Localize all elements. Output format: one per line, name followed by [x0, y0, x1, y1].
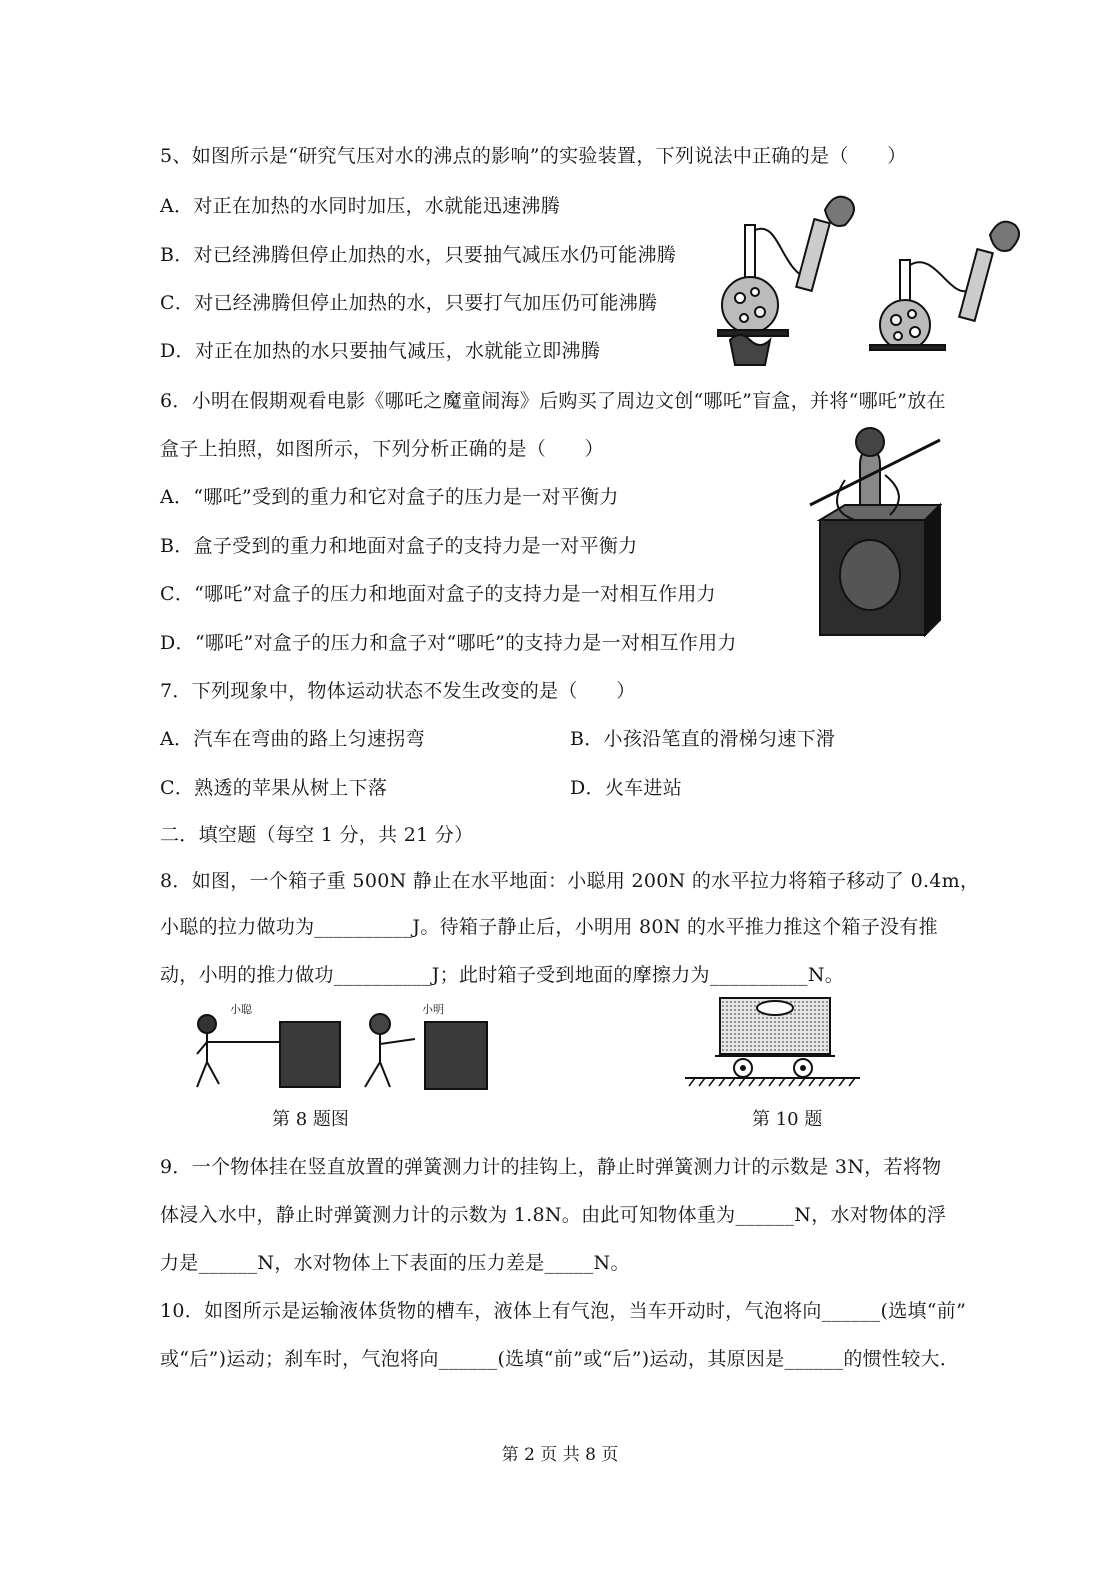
q7-option-d: D．火车进站 — [570, 777, 683, 799]
q9-line1: 9．一个物体挂在竖直放置的弹簧测力计的挂钩上，静止时弹簧测力计的示数是 3N，若将物 — [160, 1156, 942, 1178]
q10-figure-caption: 第 10 题 — [752, 1109, 823, 1130]
q6-stem-line1: 6．小明在假期观看电影《哪吒之魔童闹海》后购买了周边文创“哪吒”盲盒，并将“哪吒”放在 — [160, 390, 946, 412]
q9-line3: 力是______N，水对物体上下表面的压力差是_____N。 — [160, 1252, 630, 1274]
nezha-on-box-figure — [790, 420, 960, 645]
q8-line2: 小聪的拉力做功为__________J。待箱子静止后，小明用 80N 的水平推力推这个箱子没有推 — [160, 916, 938, 938]
section-heading: 二．填空题（每空 1 分，共 21 分） — [160, 824, 474, 846]
q8-line1: 8．如图，一个箱子重 500N 静止在水平地面：小聪用 200N 的水平拉力将箱子移动了 0.4m， — [160, 870, 980, 892]
page-number: 第 2 页 共 8 页 — [501, 1445, 619, 1465]
q5-option-c: C．对已经沸腾但停止加热的水，只要打气加压仍可能沸腾 — [160, 292, 658, 314]
q5-stem: 5、如图所示是“研究气压对水的沸点的影响”的实验装置，下列说法中正确的是（ ） — [160, 145, 907, 167]
label-xiaoming: 小明 — [422, 1003, 444, 1016]
q6-option-a: A．“哪吒”受到的重力和它对盒子的压力是一对平衡力 — [160, 486, 619, 508]
right-flask-setup — [870, 222, 1019, 350]
q7-option-b: B．小孩沿笔直的滑梯匀速下滑 — [570, 728, 836, 750]
q6-option-b: B．盒子受到的重力和地面对盒子的支持力是一对平衡力 — [160, 535, 638, 557]
q6-option-d: D．“哪吒”对盒子的压力和盒子对“哪吒”的支持力是一对相互作用力 — [160, 632, 737, 654]
tank-truck-figure — [685, 996, 860, 1094]
q6-stem-line2: 盒子上拍照，如图所示，下列分析正确的是（ ） — [160, 438, 604, 460]
q10-line2: 或“后”)运动；刹车时，气泡将向______(选填“前”或“后”)运动，其原因是______的惯性较大． — [160, 1348, 960, 1370]
q5-option-d: D．对正在加热的水只要抽气减压，水就能立即沸腾 — [160, 340, 601, 362]
q8-figure-caption: 第 8 题图 — [272, 1109, 349, 1130]
label-xiaocong: 小聪 — [230, 1003, 252, 1016]
q7-stem: 7．下列现象中，物体运动状态不发生改变的是（ ） — [160, 680, 636, 702]
q5-option-a: A．对正在加热的水同时加压，水就能迅速沸腾 — [160, 195, 561, 217]
boiling-apparatus-figure — [700, 180, 1030, 380]
q7-option-c: C．熟透的苹果从树上下落 — [160, 777, 388, 799]
q9-line2: 体浸入水中，静止时弹簧测力计的示数为 1.8N。由此可知物体重为______N，水对物体的浮 — [160, 1204, 947, 1226]
q8-figure — [185, 1012, 505, 1097]
q10-line1: 10．如图所示是运输液体货物的槽车，液体上有气泡，当车开动时，气泡将向______(选填“前” — [160, 1300, 967, 1322]
q6-option-c: C．“哪吒”对盒子的压力和地面对盒子的支持力是一对相互作用力 — [160, 583, 716, 605]
q8-line3: 动，小明的推力做功__________J；此时箱子受到地面的摩擦力为__________N。 — [160, 964, 845, 986]
left-flask-setup — [718, 197, 854, 365]
q7-option-a: A．汽车在弯曲的路上匀速拐弯 — [160, 728, 425, 750]
q5-option-b: B．对已经沸腾但停止加热的水，只要抽气减压水仍可能沸腾 — [160, 244, 677, 266]
